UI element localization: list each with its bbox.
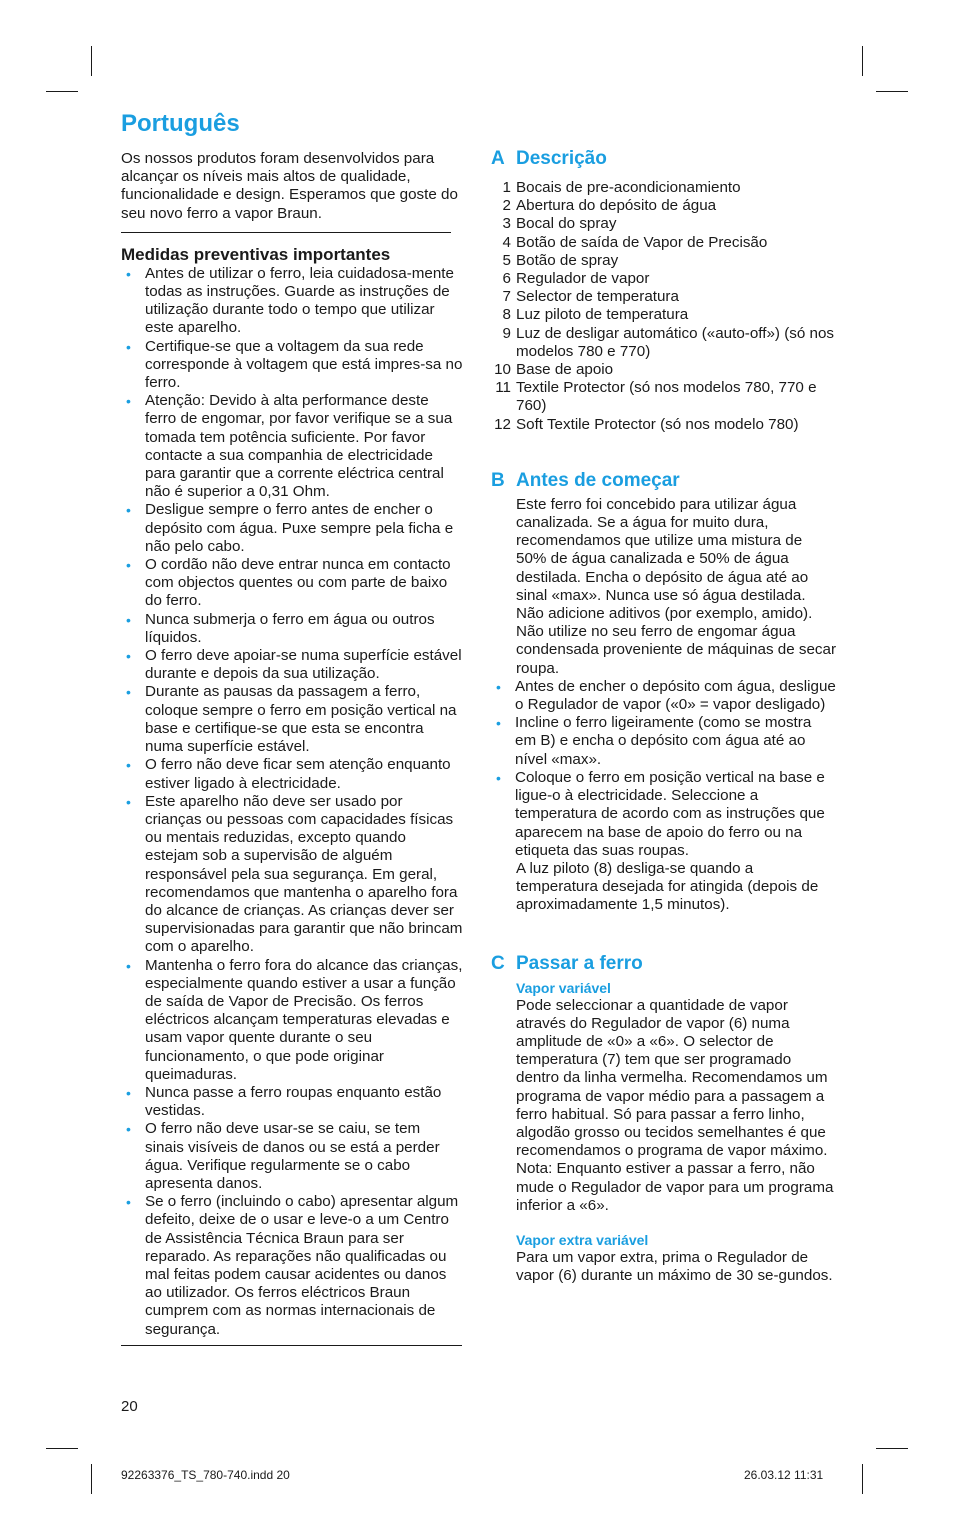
safety-list (121, 265, 463, 1339)
crop-mark (862, 1464, 863, 1494)
list-item: • Desligue sempre o ferro antes de encher o depósito com água. Puxe sempre pela ficha e não pelo cabo. (126, 501, 454, 555)
list-item: • Este aparelho não deve ser usado por crianças ou pessoas com capacidades físicas ou mentais reduzidas, excepto quando estejam sob a supervisão de alguém responsável pela sua segurança. Em geral, recomendamos que mantenha o aparelho fora do alcance de crianças. As crianças dever ser supervisionadas para garantir que não brincam com o aparelho. (126, 792, 463, 956)
list-item: 12 Soft Textile Protector (só nos modelo 780) (494, 415, 799, 433)
list-item: • Antes de utilizar o ferro, leia cuidadosa-mente todas as instruções. Guarde as instruções de utilização durante todo o tempo que utilizar este aparelho. (126, 264, 454, 337)
list-item: 5 Botão de spray (502, 251, 619, 269)
page-number: 20 (121, 1398, 138, 1415)
list-item: 10 Base de apoio (494, 361, 614, 379)
section-divider (121, 1345, 462, 1346)
section-b-intro: Este ferro foi concebido para utilizar água canalizada. Se a água for muito dura, recomendamos que utilize uma mistura de 50% de água canalizada e 50% de água destilada. Encha o depósito de água até ao sinal «max». Nunca use só água destilada. Não adicione aditivos (por exemplo, amido). Não utilize no seu ferro de engomar água condensada proveniente de máquinas de secar roupa. (516, 495, 837, 677)
section-title: Passar a ferro (516, 952, 643, 974)
safety-heading: Medidas preventivas importantes (121, 244, 391, 264)
bullet-icon: • (126, 1084, 131, 1101)
subheading-variable-steam: Vapor variável (516, 979, 611, 996)
footer-timestamp: 26.03.12 11:31 (744, 1468, 824, 1482)
list-item: 4 Botão de saída de Vapor de Precisão (502, 233, 768, 251)
list-item: 9 Luz de desligar automático («auto-off») (só nos modelos 780 e 770) (502, 324, 834, 360)
bullet-icon: • (126, 1194, 131, 1211)
right-column (491, 148, 836, 1285)
footer-file-info: 92263376_TS_780-740.indd 20 (121, 1468, 290, 1482)
list-item: • Atenção: Devido à alta performance deste ferro de engomar, por favor verifique se a sua tomada tem potência suficiente. Por favor contacte a sua companhia de electricidade para garantir que a corrente eléctrica central não é superior a 0,31 Ohm. (126, 392, 453, 501)
list-item: 1 Bocais de pre-acondicionamiento (502, 179, 741, 196)
list-item: 6 Regulador de vapor (502, 270, 650, 288)
section-letter: C (491, 952, 505, 974)
crop-mark (876, 91, 908, 92)
variable-steam-note: Nota: Enquanto estiver a passar a ferro, não mude o Regulador de vapor para um programa inferior a «6». (516, 1160, 834, 1214)
bullet-icon: • (126, 393, 131, 410)
list-item: • O ferro não deve ficar sem atenção enquanto estiver ligado à electricidade. (126, 756, 451, 792)
list-item: • Incline o ferro ligeiramente (como se mostra em B) e encha o depósito com água até ao nível «max». (496, 714, 812, 768)
list-item: 11 Textile Protector (só nos modelos 780, 770 e 760) (495, 379, 817, 415)
bullet-icon: • (126, 557, 131, 574)
list-item: 3 Bocal do spray (502, 215, 617, 233)
bullet-icon: • (126, 648, 131, 665)
list-item: 8 Luz piloto de temperatura (502, 306, 689, 324)
crop-mark (862, 46, 863, 76)
section-b-body (491, 496, 836, 915)
list-item: • Mantenha o ferro fora do alcance das crianças, especialmente quando estiver a usar a função de saída de Vapor de Precisão. Os ferros eléctricos alcançam temperaturas elevadas e usam vapor quente durante o seu funcionamento, o que pode originar queimaduras. (126, 956, 463, 1083)
section-b-list (491, 678, 836, 860)
section-letter: B (491, 469, 505, 491)
crop-mark (91, 1464, 92, 1494)
bullet-icon: • (126, 611, 131, 628)
crop-mark (46, 1448, 78, 1449)
list-item: 7 Selector de temperatura (502, 288, 679, 306)
list-item: • Nunca submerja o ferro em água ou outros líquidos. (126, 610, 435, 646)
left-column (121, 150, 463, 1346)
parts-list (491, 179, 836, 434)
section-letter: A (491, 148, 505, 169)
bullet-icon: • (126, 684, 131, 701)
list-item: • Se o ferro (incluindo o cabo) apresentar algum defeito, deixe de o usar e leve-o a um Centro de Assistência Técnica Braun para ser reparado. As reparações não qualificadas ou mal feitas podem causar acidentes ou danos ao utilizador. Os ferros eléctricos Braun cumprem com as normas internacionais de segurança. (126, 1193, 459, 1338)
list-item: • Certifique-se que a voltagem da sua rede corresponde à voltagem que está impres-sa no ferro. (126, 337, 463, 392)
bullet-icon: • (126, 757, 131, 774)
bullet-icon: • (126, 793, 131, 810)
bullet-icon: • (126, 957, 131, 974)
bullet-icon: • (496, 678, 501, 695)
section-title: Antes de começar (516, 469, 680, 491)
extra-steam-text: Para um vapor extra, prima o Regulador de vapor (6) durante un máximo de 30 se-gundos. (516, 1248, 833, 1285)
list-item: • Nunca passe a ferro roupas enquanto estão vestidas. (126, 1083, 442, 1120)
crop-mark (91, 46, 92, 76)
list-item: • Antes de encher o depósito com água, desligue o Regulador de vapor («0» = vapor desligado) (496, 677, 836, 714)
bullet-icon: • (126, 265, 131, 282)
section-c-heading (491, 953, 836, 975)
section-a-heading (491, 148, 836, 170)
subheading-extra-steam: Vapor extra variável (516, 1231, 649, 1248)
bullet-icon: • (496, 769, 501, 786)
crop-mark (46, 91, 78, 92)
list-item: • Durante as pausas da passagem a ferro, coloque sempre o ferro em posição vertical na base e certifique-se que esta se encontra numa superfície estável. (126, 683, 457, 756)
bullet-icon: • (126, 338, 131, 355)
list-item: • O cordão não deve entrar nunca em contacto com objectos quentes ou com parte de baixo do ferro. (126, 556, 451, 610)
list-item: 2 Abertura do depósito de água (502, 197, 717, 215)
list-item: • Coloque o ferro em posição vertical na base e ligue-o à electricidade. Seleccione a temperatura de acordo com as instruções que aparecem na base de apoio do ferro ou na etiqueta das suas roupas. (496, 768, 825, 859)
crop-mark (876, 1448, 908, 1449)
variable-steam-text: Pode seleccionar a quantidade de vapor através do Regulador de vapor (6) numa amplitude de «0» a «6». O selector de temperatura (7) tem que ser programado dentro da linha vermelha. Recomendamos um programa de vapor médio para a passagem a ferro habitual. Só para passar a ferro linho, algodão grosso ou tecidos semelhantes é que recomendamos o programa de vapor máximo. (516, 996, 828, 1160)
section-c-body (491, 979, 836, 1286)
intro-paragraph: Os nossos produtos foram desenvolvidos para alcançar os níveis mais altos de qualidade, funcionalidade e design. Esperamos que goste do seu novo ferro a vapor Braun. (121, 150, 458, 222)
section-b-heading (491, 470, 836, 492)
page-title: Português (121, 110, 240, 137)
section-b-after: A luz piloto (8) desliga-se quando a temperatura desejada for atingida (depois de aproximadamente 1,5 minutos). (516, 859, 819, 914)
list-item: • O ferro não deve usar-se se caiu, se tem sinais visíveis de danos ou se está a perder água. Verifique regularmente se o cabo apresenta danos. (126, 1120, 440, 1192)
section-divider (121, 232, 451, 233)
section-title: Descrição (516, 148, 607, 169)
bullet-icon: • (126, 1121, 131, 1138)
bullet-icon: • (496, 715, 501, 732)
bullet-icon: • (126, 502, 131, 519)
list-item: • O ferro deve apoiar-se numa superfície estável durante e depois da sua utilização. (126, 647, 462, 683)
